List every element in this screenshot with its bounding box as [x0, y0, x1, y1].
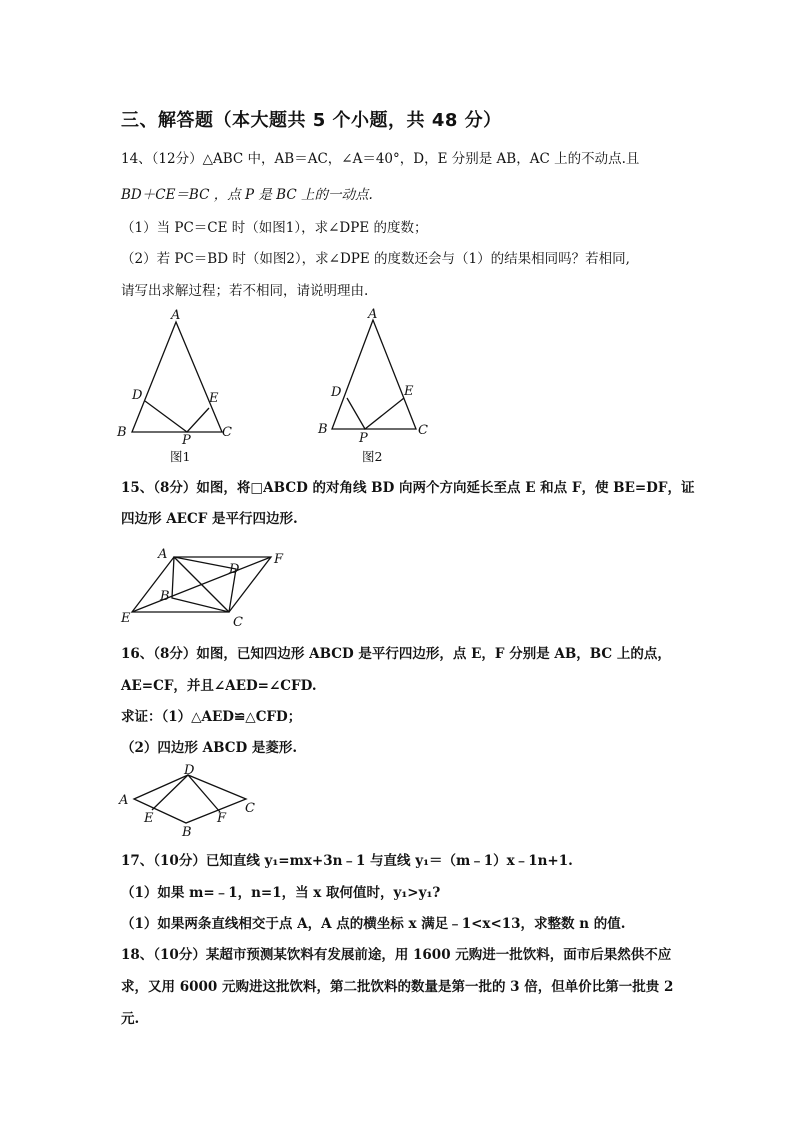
fig1-label-b: B	[117, 425, 127, 440]
fig15-label-e: E	[121, 611, 131, 626]
q14-line-2: BD＋CE＝BC ，点 P 是 BC 上的一动点.	[121, 187, 373, 203]
fig1-label-p: P	[182, 433, 191, 448]
fig1-label-e: E	[209, 391, 219, 406]
fig2-label-d: D	[331, 385, 342, 400]
q18-line-3: 元.	[121, 1011, 140, 1027]
q14-line-3: （1）当 PC＝CE 时（如图1），求∠DPE 的度数；	[121, 220, 428, 236]
q16-line-3: 求证：（1）△AED≌△CFD；	[121, 709, 302, 725]
fig16-label-a: A	[119, 793, 129, 808]
q14-line-5: 请写出求解过程；若不相同，请说明理由.	[121, 283, 369, 299]
q16-line-4: （2）四边形 ABCD 是菱形.	[121, 740, 298, 756]
fig16-label-f: F	[217, 811, 227, 826]
fig16-label-c: C	[245, 801, 255, 816]
fig2-label-b: B	[318, 422, 328, 437]
fig16-label-d: D	[184, 764, 195, 778]
fig15-label-a: A	[158, 547, 168, 562]
q17-line-1: 17、（10分）已知直线 y₁=mx+3n﹣1 与直线 y₁＝（m﹣1）x﹣1n+1.	[121, 853, 573, 869]
q14-line-4: （2）若 PC＝BD 时（如图2），求∠DPE 的度数还会与（1）的结果相同吗？若相同,	[121, 251, 630, 267]
fig1-label-a: A	[171, 308, 181, 323]
fig2-segments-dpe	[347, 398, 404, 429]
section-title: 三、解答题（本大题共 5 个小题，共 48 分）	[121, 110, 502, 131]
q15-line-1: 15、（8分）如图，将□ABCD 的对角线 BD 向两个方向延长至点 E 和点 F，使 BE=DF，证	[121, 480, 695, 496]
fig1-triangle-abc	[132, 322, 222, 432]
q16-figure	[114, 764, 264, 839]
fig15-diagonal-ac	[174, 557, 229, 612]
fig16-label-b: B	[182, 825, 192, 839]
fig16-segments-de-df	[152, 775, 220, 812]
fig15-label-f: F	[274, 552, 284, 567]
fig2-label-e: E	[404, 384, 414, 399]
fig15-label-d: D	[229, 562, 240, 577]
fig15-label-c: C	[233, 615, 243, 630]
fig1-caption: 图1	[170, 449, 191, 464]
fig1-label-d: D	[132, 388, 143, 403]
q17-line-2: （1）如果 m=﹣1，n=1，当 x 取何值时，y₁>y₁?	[121, 885, 441, 901]
fig16-label-e: E	[144, 811, 154, 826]
fig2-label-p: P	[359, 431, 368, 446]
q14-figure-1	[112, 306, 252, 466]
fig2-triangle-abc	[332, 320, 416, 429]
fig1-label-c: C	[222, 425, 232, 440]
fig2-label-c: C	[418, 423, 428, 438]
q17-line-3: （1）如果两条直线相交于点 A，A 点的横坐标 x 满足﹣1<x<13，求整数 n 的值.	[121, 916, 626, 932]
q14-figure-2	[312, 306, 452, 466]
fig2-label-a: A	[368, 307, 378, 322]
q14-line-1: 14、（12分）△ABC 中，AB＝AC，∠A＝40°，D，E 分别是 AB，AC 上的不动点.且	[121, 151, 640, 167]
fig15-label-b: B	[160, 589, 170, 604]
q16-line-1: 16、（8分）如图，已知四边形 ABCD 是平行四边形，点 E，F 分别是 AB，BC 上的点，	[121, 646, 671, 662]
fig2-caption: 图2	[362, 449, 383, 464]
q16-line-2: AE=CF，并且∠AED=∠CFD.	[121, 678, 317, 694]
q18-line-1: 18、（10分）某超市预测某饮料有发展前途，用 1600 元购进一批饮料，面市后果然供不应	[121, 947, 672, 963]
q15-line-2: 四边形 AECF 是平行四边形.	[121, 511, 298, 527]
q18-line-2: 求，又用 6000 元购进这批饮料，第二批饮料的数量是第一批的 3 倍，但单价比第一批贵 2	[121, 979, 674, 995]
q15-figure	[116, 542, 296, 632]
fig1-segments-dpe	[145, 401, 209, 432]
